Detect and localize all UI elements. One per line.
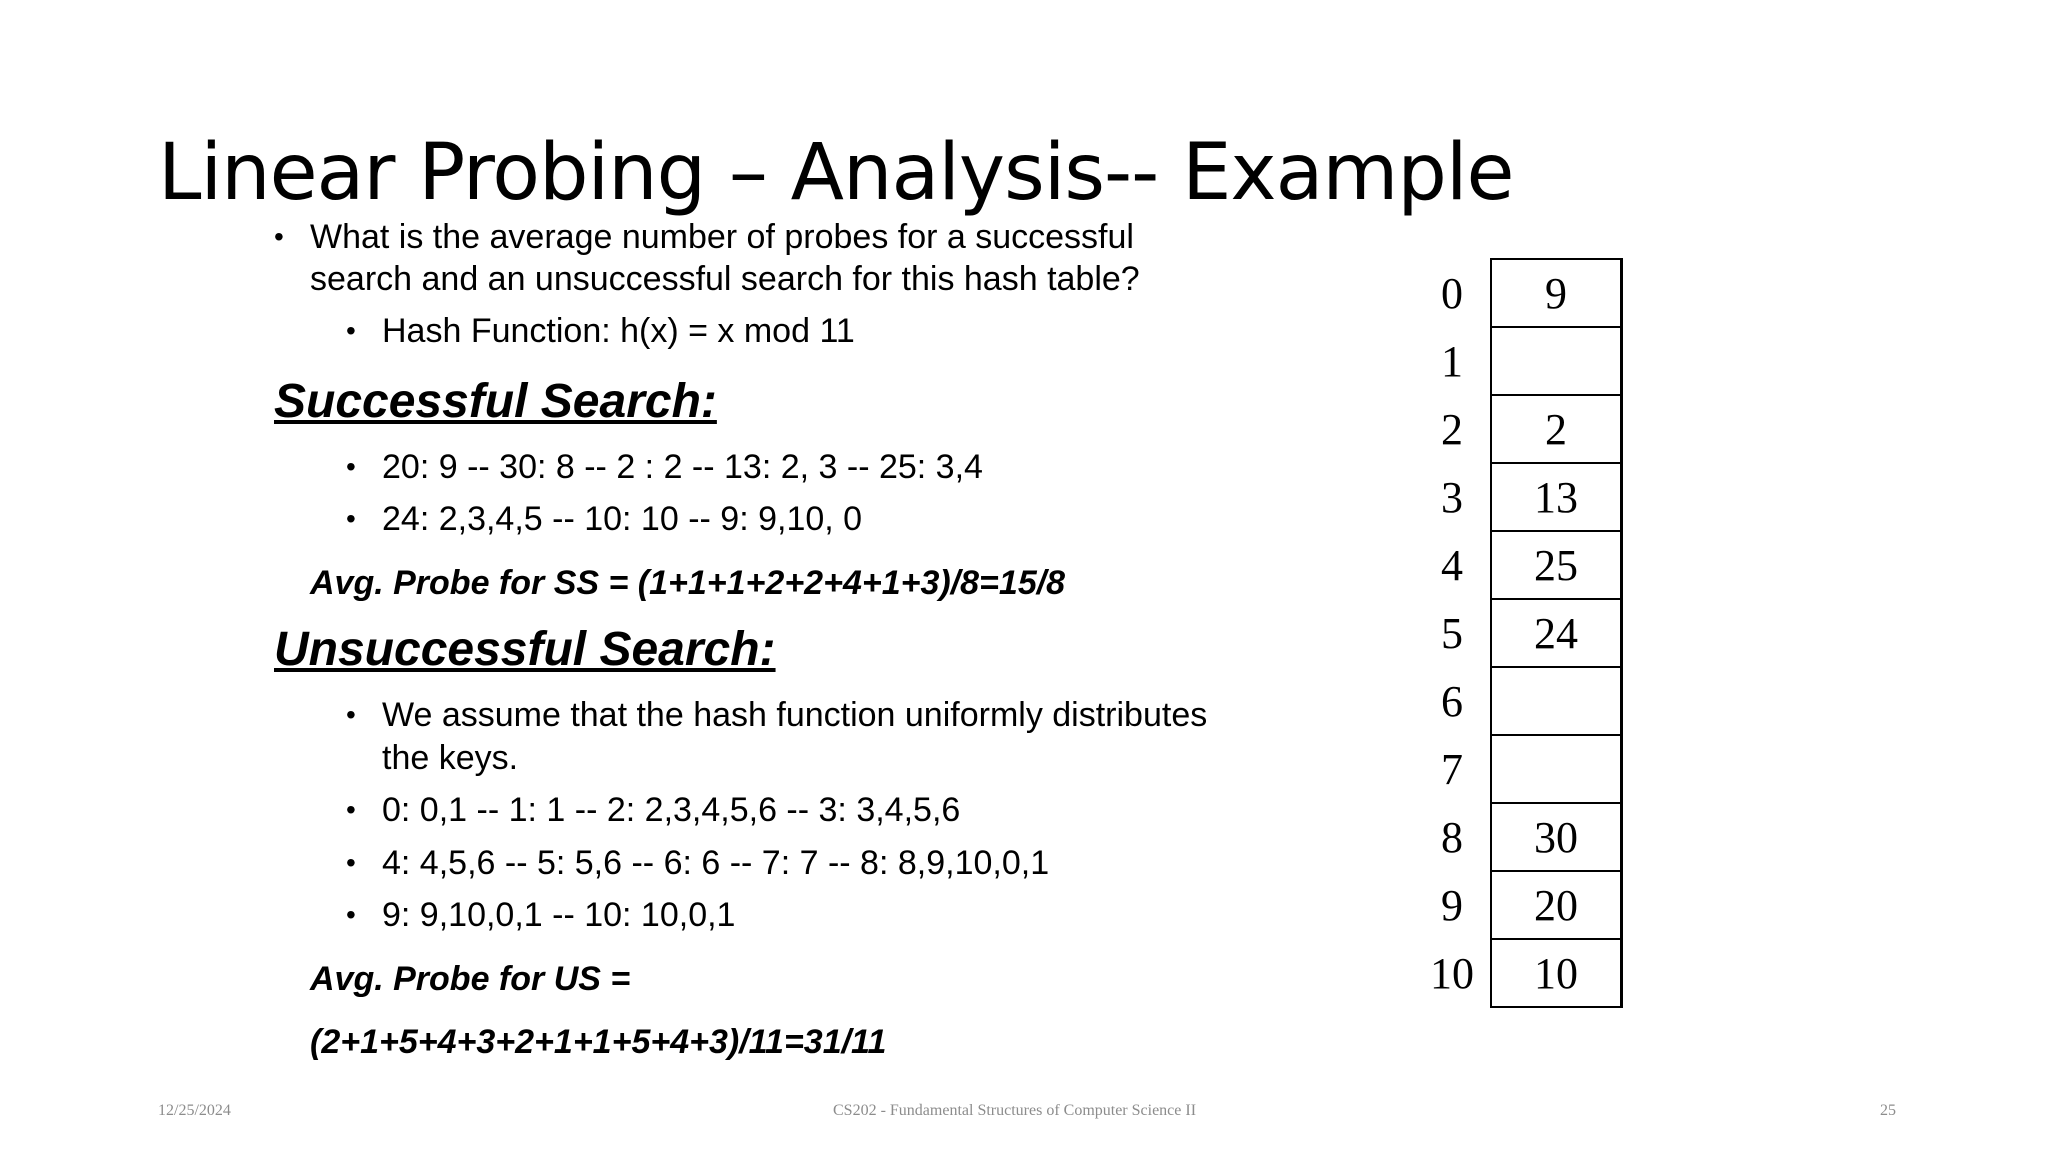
unsuccessful-average-formula: (2+1+5+4+3+2+1+1+5+4+3)/11=31/11 — [310, 1023, 887, 1061]
hash-slot — [1491, 667, 1622, 735]
footer-page-number: 25 — [1880, 1102, 1896, 1119]
hash-table-row — [1420, 395, 1622, 463]
hash-slot: 24 — [1491, 599, 1622, 667]
unsuccessful-line-2: 4: 4,5,6 -- 5: 5,6 -- 6: 6 -- 7: 7 -- 8: 8,9,10,0,1 — [382, 844, 1050, 882]
question-bullet — [274, 216, 1134, 258]
hash-slot: 30 — [1491, 803, 1622, 871]
hash-index: 1 — [1441, 336, 1463, 386]
hash-table-row — [1420, 667, 1622, 735]
hash-index: 5 — [1441, 608, 1463, 658]
hash-index: 9 — [1441, 880, 1463, 930]
hash-slot — [1491, 735, 1622, 803]
bullet-icon: • — [274, 221, 284, 252]
unsuccessful-assume-continuation — [382, 737, 518, 779]
hash-table-body — [1420, 259, 1622, 1007]
hash-slot: 25 — [1491, 531, 1622, 599]
hash-slot: 10 — [1491, 939, 1622, 1007]
hash-table-row — [1420, 599, 1622, 667]
bullet-icon: • — [346, 794, 356, 825]
hash-slot — [1491, 327, 1622, 395]
unsuccessful-assume-line-2: the keys. — [382, 739, 519, 777]
unsuccessful-assume-bullet — [346, 694, 1208, 736]
unsuccessful-bullet-2 — [346, 842, 1050, 884]
successful-average: Avg. Probe for SS = (1+1+1+2+2+4+1+3)/8=15/8 — [310, 564, 1066, 602]
unsuccessful-line-3: 9: 9,10,0,1 -- 10: 10,0,1 — [382, 896, 736, 934]
hash-index: 8 — [1441, 812, 1463, 862]
question-line-1: What is the average number of probes for a successful — [310, 218, 1134, 256]
unsuccessful-line-1: 0: 0,1 -- 1: 1 -- 2: 2,3,4,5,6 -- 3: 3,4,5,6 — [382, 791, 961, 829]
hash-slot: 9 — [1491, 259, 1622, 327]
hash-table-row — [1420, 327, 1622, 395]
hash-table-row — [1420, 259, 1622, 327]
unsuccessful-assume-line-1: We assume that the hash function uniformly distributes — [382, 696, 1208, 734]
hash-table-row — [1420, 735, 1622, 803]
hash-index: 3 — [1441, 472, 1463, 522]
hash-table-row — [1420, 939, 1622, 1007]
hash-index: 6 — [1441, 676, 1463, 726]
hash-function-bullet — [346, 310, 855, 352]
bullet-icon: • — [346, 503, 356, 534]
bullet-icon: • — [346, 451, 356, 482]
unsuccessful-bullet-3 — [346, 894, 736, 936]
bullet-icon: • — [346, 699, 356, 730]
successful-line-2: 24: 2,3,4,5 -- 10: 10 -- 9: 9,10, 0 — [382, 500, 863, 538]
hash-table-row — [1420, 463, 1622, 531]
hash-function-text: Hash Function: h(x) = x mod 11 — [382, 312, 855, 350]
hash-index: 7 — [1441, 744, 1463, 794]
hash-slot: 20 — [1491, 871, 1622, 939]
hash-table-row — [1420, 803, 1622, 871]
hash-index: 2 — [1441, 404, 1463, 454]
question-continuation — [310, 258, 1140, 300]
hash-table-row — [1420, 871, 1622, 939]
unsuccessful-search-heading: Unsuccessful Search: — [274, 623, 776, 676]
hash-slot: 13 — [1491, 463, 1622, 531]
slide-title: Linear Probing – Analysis-- Example — [158, 128, 1514, 218]
hash-index: 4 — [1441, 540, 1463, 590]
successful-bullet-1 — [346, 446, 983, 488]
unsuccessful-average-label: Avg. Probe for US = — [310, 960, 631, 998]
unsuccessful-bullet-1 — [346, 789, 961, 831]
successful-search-heading: Successful Search: — [274, 375, 717, 428]
successful-line-1: 20: 9 -- 30: 8 -- 2 : 2 -- 13: 2, 3 -- 25: 3,4 — [382, 448, 983, 486]
footer-date: 12/25/2024 — [158, 1102, 231, 1119]
successful-bullet-2 — [346, 498, 863, 540]
hash-table-row — [1420, 531, 1622, 599]
bullet-icon: • — [346, 899, 356, 930]
bullet-icon: • — [346, 847, 356, 878]
hash-table — [1420, 258, 1623, 1008]
hash-slot: 2 — [1491, 395, 1622, 463]
footer-course: CS202 - Fundamental Structures of Computer Science II — [833, 1102, 1197, 1119]
hash-index: 10 — [1430, 948, 1474, 998]
question-line-2: search and an unsuccessful search for this hash table? — [310, 260, 1140, 298]
hash-index: 0 — [1441, 268, 1463, 318]
bullet-icon: • — [346, 315, 356, 346]
